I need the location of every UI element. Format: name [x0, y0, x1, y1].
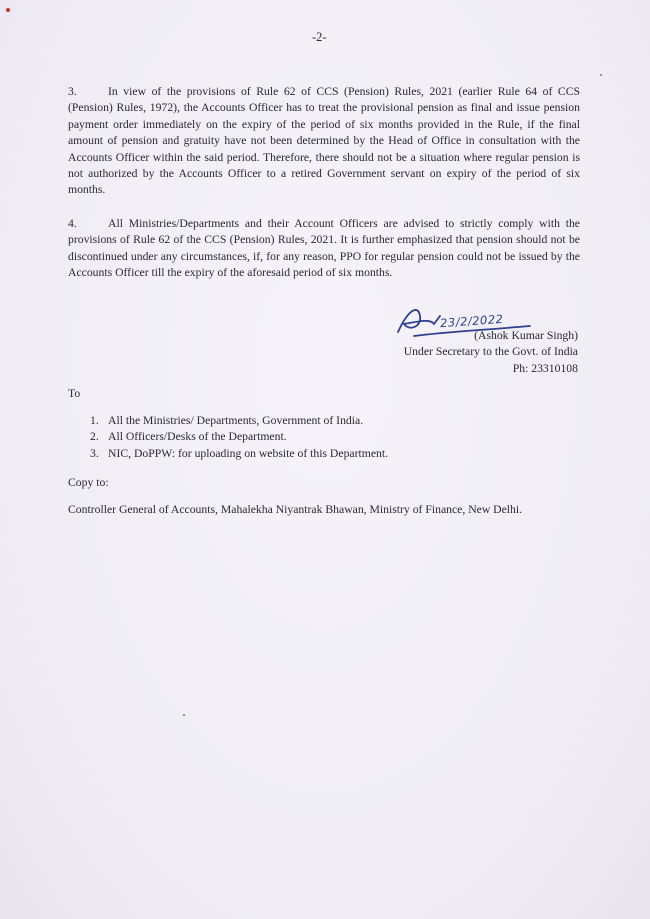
paragraph-number: 4. [68, 217, 77, 230]
red-dot-mark [6, 8, 10, 12]
to-label: To [68, 387, 81, 400]
list-number: 1. [90, 414, 99, 427]
paper-speck [183, 714, 185, 716]
list-number: 2. [90, 430, 99, 444]
list-number: 3. [90, 446, 99, 460]
recipient-list [90, 413, 388, 462]
list-text: All Officers/Desks of the Department. [108, 430, 287, 444]
signatory-name: (Ashok Kumar Singh) [474, 329, 578, 342]
list-text: All the Ministries/ Departments, Government of India. [108, 414, 364, 427]
paper-speck [600, 74, 602, 76]
paragraph-number: 3. [68, 85, 77, 98]
list-item [90, 429, 388, 445]
page-number: -2- [312, 30, 327, 44]
paragraph-text: All Ministries/Departments and their Account Officers are advised to strictly comply with the provisions of Rule 62 of the CCS (Pension) Rules, 2021. It is further emphasized that pension should not be discontinued under any circumstances, if, for any reason, PPO for regular pension could not be issued by the Accounts Officer till the expiry of the aforesaid period of six months. [68, 217, 580, 280]
signature-block [338, 302, 578, 382]
signatory-phone: Ph: 23310108 [512, 361, 578, 375]
paragraph-3 [68, 84, 580, 199]
paragraph-4 [68, 216, 580, 282]
paragraph-text: In view of the provisions of Rule 62 of CCS (Pension) Rules, 2021 (earlier Rule 64 of CCS (Pension) Rules, 1972), the Accounts Officer has to treat the provisional pension as final and issue pension payment order immediately on the expiry of the period of six months provided in the Rule, if the final amount of pension and gratuity have not been determined by the Head of Office in consultation with the Accounts Officer within the said period. Therefore, there should not be a situation where regular pension is not authorized by the Accounts Officer to a retired Government servant on expiry of the period of six months. [68, 85, 580, 197]
list-text: NIC, DoPPW: for uploading on website of this Department. [108, 446, 389, 460]
copy-to-label: Copy to: [68, 476, 109, 489]
copy-to-recipient: Controller General of Accounts, Mahalekha Niyantrak Bhawan, Ministry of Finance, New Delhi. [68, 503, 523, 516]
list-item [90, 413, 388, 429]
list-item [90, 446, 388, 462]
signature-date: 23/2/2022 [439, 311, 504, 331]
signatory-designation: Under Secretary to the Govt. of India [403, 345, 578, 359]
